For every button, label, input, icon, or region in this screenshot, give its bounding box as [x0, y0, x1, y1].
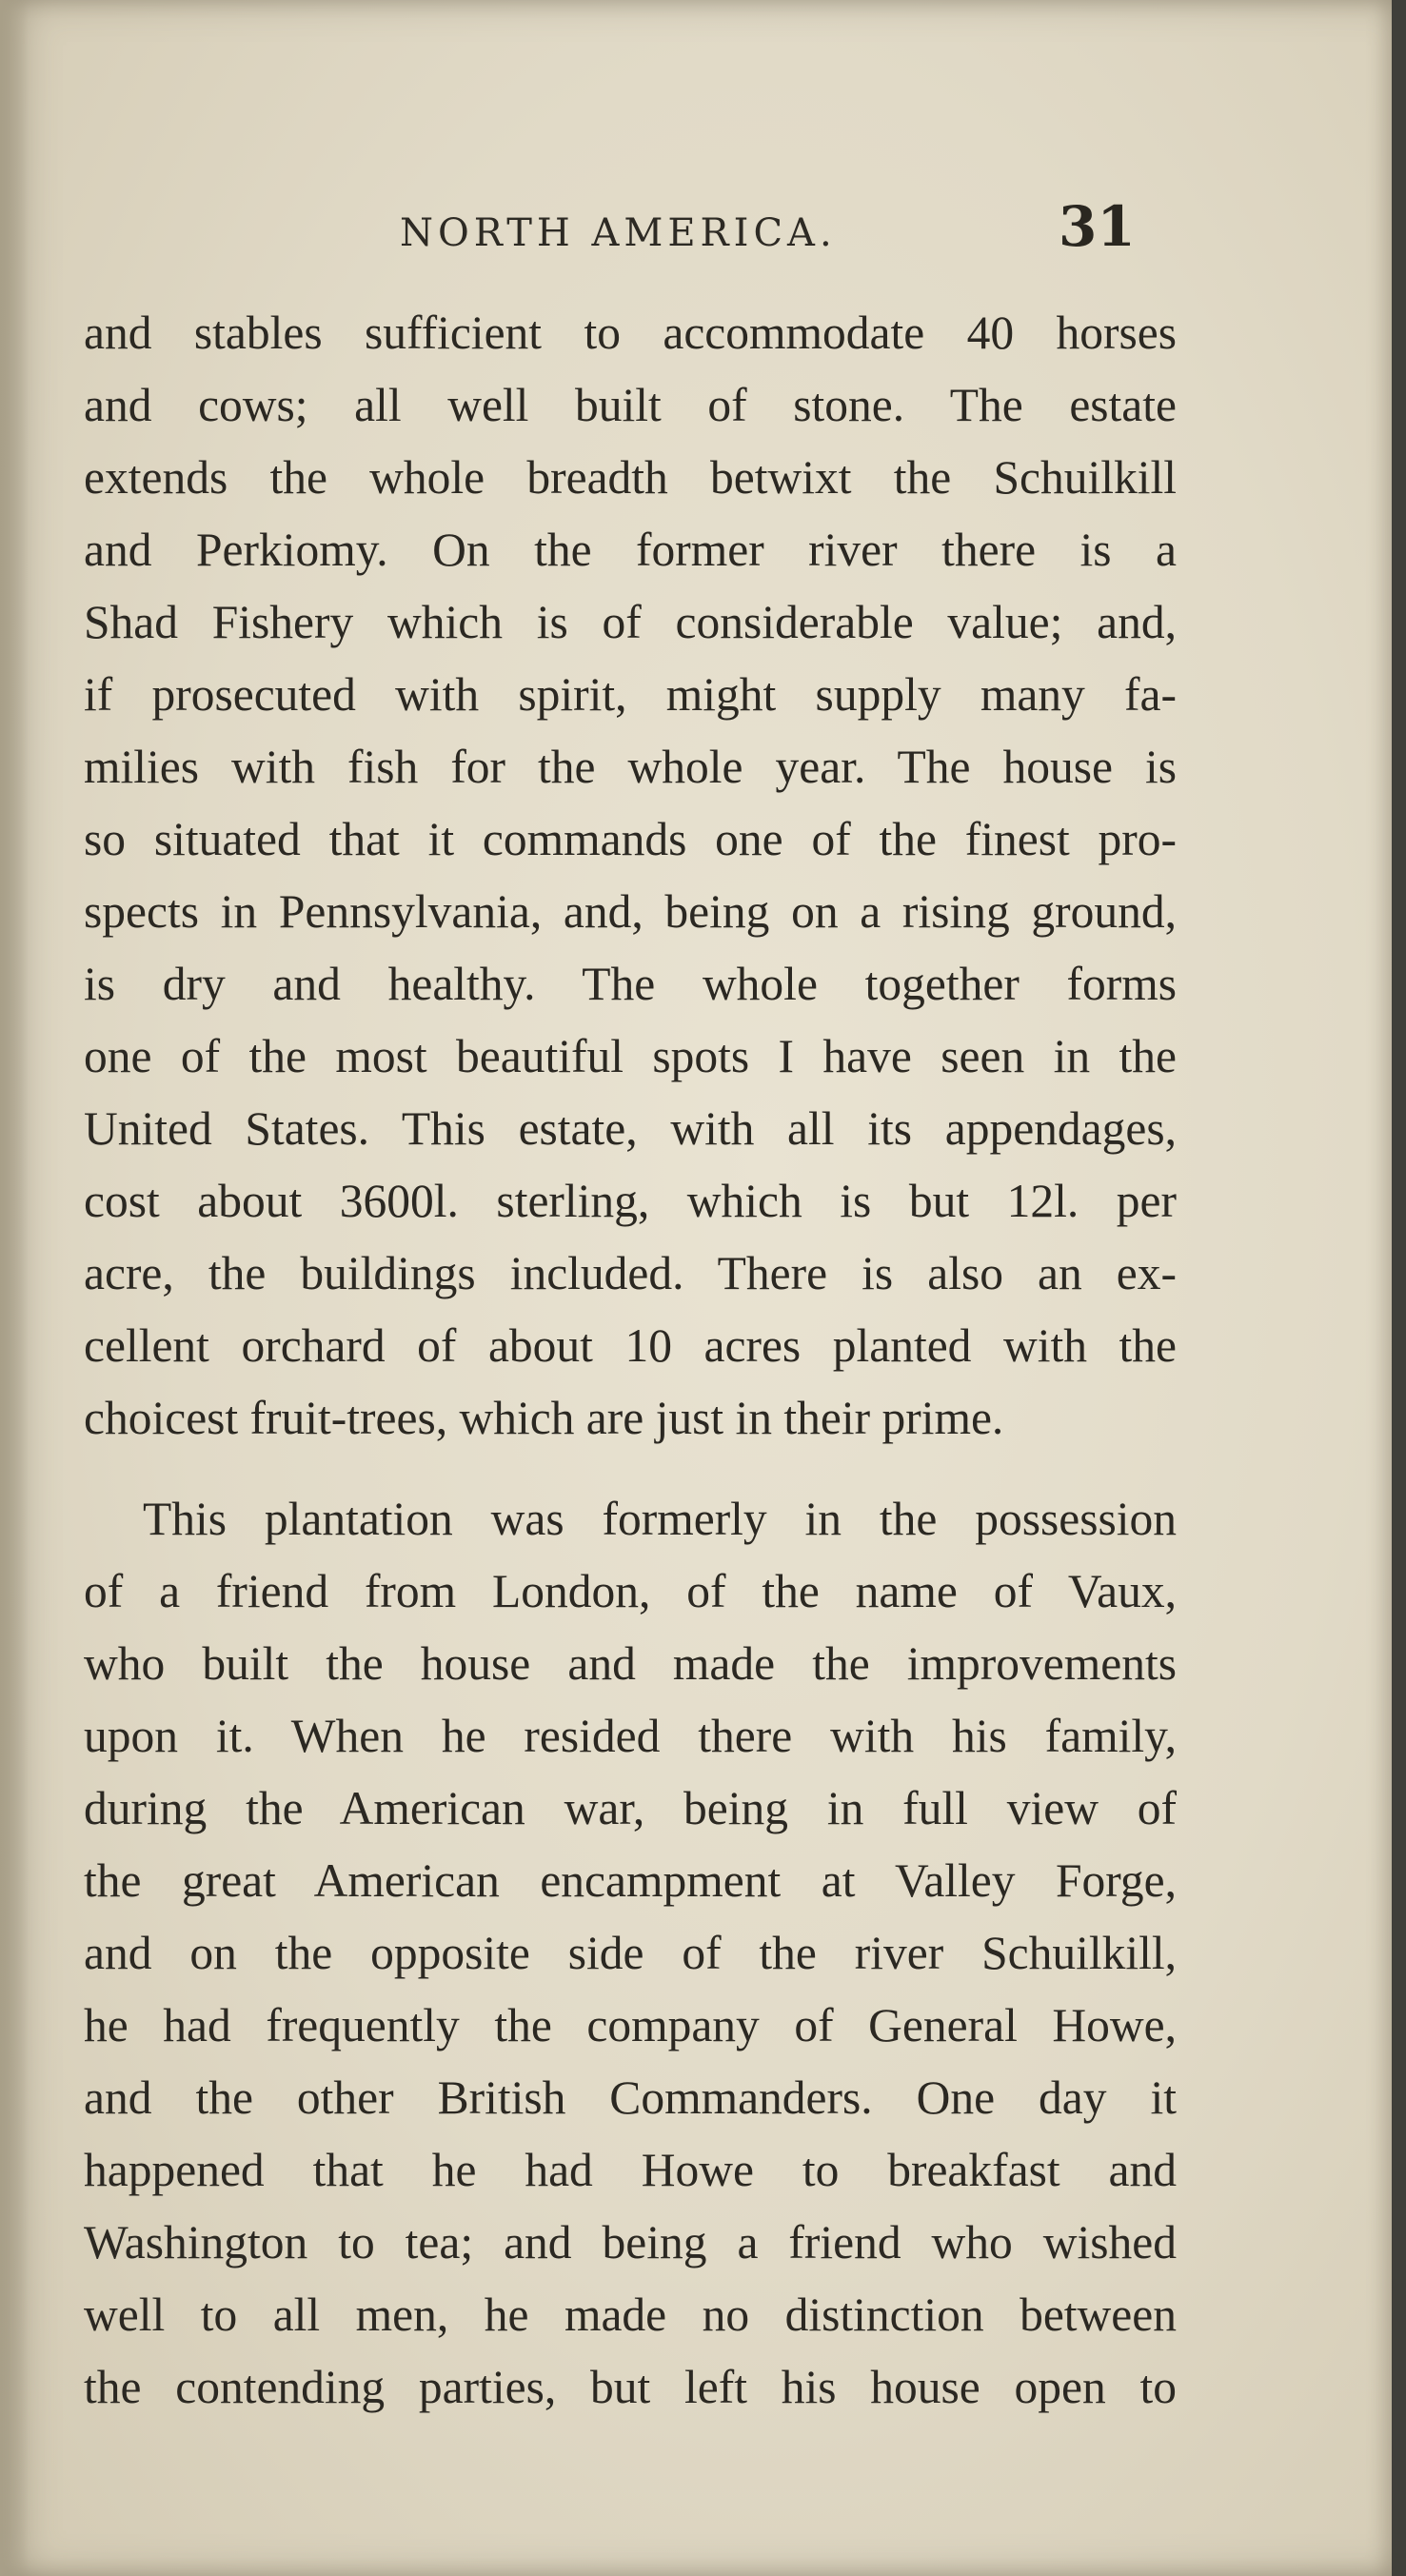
text-line: so situated that it commands one of the finest pro-	[84, 813, 1177, 865]
paragraph-2	[84, 1483, 1177, 2424]
text-line: and cows; all well built of stone. The estate	[84, 379, 1177, 431]
text-line: spects in Pennsylvania, and, being on a rising ground,	[84, 885, 1177, 938]
text-line: if prosecuted with spirit, might supply many fa-	[84, 668, 1177, 721]
text-line: he had frequently the company of General Howe,	[84, 1999, 1177, 2051]
text-line: extends the whole breadth betwixt the Schuilkill	[84, 451, 1177, 504]
page-number: 31	[1059, 194, 1136, 259]
text-line: the great American encampment at Valley Forge,	[84, 1854, 1177, 1907]
text-line: This plantation was formerly in the possession	[143, 1493, 1177, 1545]
text-line: the contending parties, but left his house open to	[84, 2361, 1177, 2413]
paragraph-1	[84, 297, 1177, 1455]
text-line: acre, the buildings included. There is also an ex-	[84, 1247, 1177, 1299]
text-line: choicest fruit-trees, which are just in their prime.	[84, 1392, 1004, 1444]
text-line: who built the house and made the improvements	[84, 1637, 1177, 1690]
text-line: and the other British Commanders. One day it	[84, 2071, 1177, 2124]
text-line: one of the most beautiful spots I have seen in the	[84, 1030, 1177, 1082]
page-edge	[1392, 0, 1406, 2576]
text-line: upon it. When he resided there with his family,	[84, 1710, 1177, 1762]
text-line: is dry and healthy. The whole together forms	[84, 958, 1177, 1010]
running-head	[0, 194, 1392, 268]
text-line: cellent orchard of about 10 acres planted with the	[84, 1319, 1177, 1372]
running-title: NORTH AMERICA.	[400, 211, 837, 255]
text-line: milies with fish for the whole year. The house is	[84, 741, 1177, 793]
text-line: cost about 3600l. sterling, which is but 12l. per	[84, 1175, 1177, 1227]
text-line: Washington to tea; and being a friend who wished	[84, 2216, 1177, 2269]
text-line: well to all men, he made no distinction between	[84, 2289, 1177, 2341]
text-line: Shad Fishery which is of considerable value; and,	[84, 596, 1177, 648]
text-line: and stables sufficient to accommodate 40 horses	[84, 307, 1177, 359]
text-line: and Perkiomy. On the former river there is a	[84, 524, 1177, 576]
text-line: of a friend from London, of the name of Vaux,	[84, 1565, 1177, 1617]
text-line: during the American war, being in full view of	[84, 1782, 1177, 1834]
text-line: happened that he had Howe to breakfast and	[84, 2144, 1177, 2196]
text-line: and on the opposite side of the river Schuilkill,	[84, 1927, 1177, 1979]
spine-shadow	[0, 0, 29, 2576]
text-line: United States. This estate, with all its appendages,	[84, 1102, 1177, 1155]
